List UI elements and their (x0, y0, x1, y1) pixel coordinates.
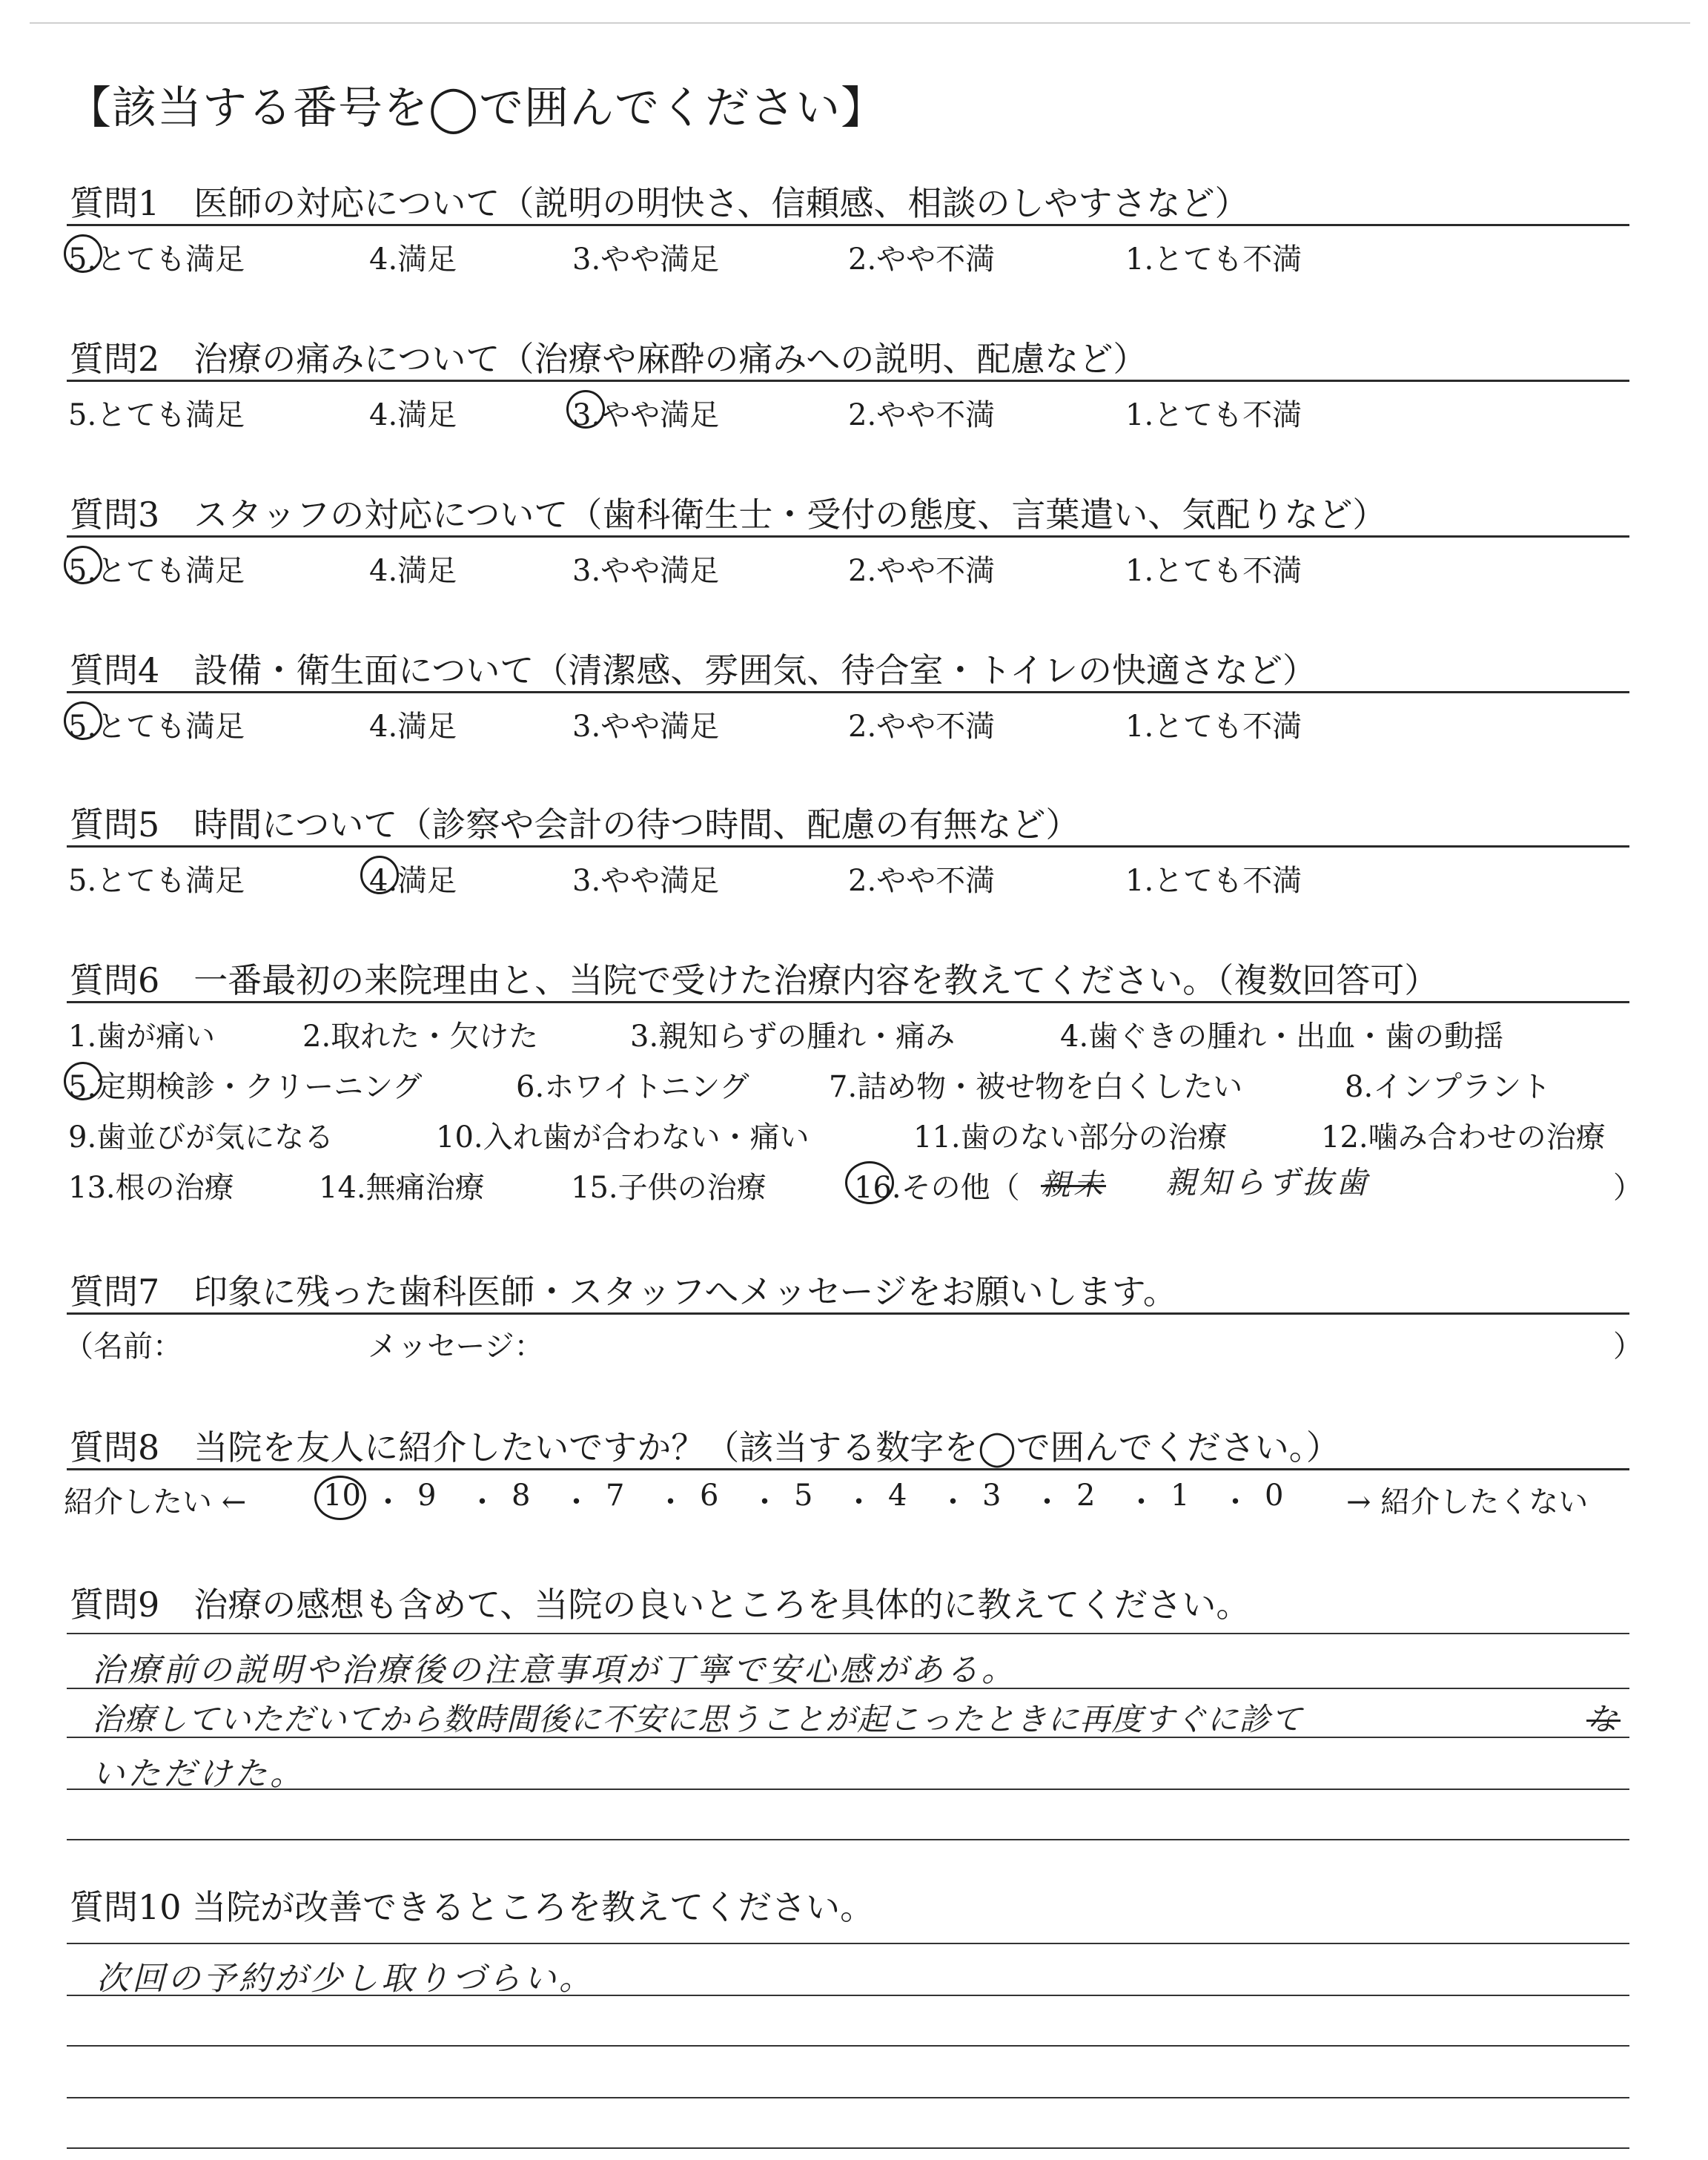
q9-label: 質問9 治療の感想も含めて、当院の良いところを具体的に教えてください。 (70, 1585, 1251, 1625)
q1-option-2[interactable]: 2.やや不満 (848, 242, 996, 277)
q5-option-1[interactable]: 1.とても不満 (1125, 864, 1302, 898)
q9-struck-char: な (1586, 1701, 1621, 1737)
q4-option-4[interactable]: 4.満足 (369, 710, 457, 744)
q2-option-1[interactable]: 1.とても不満 (1125, 398, 1302, 432)
q3-option-4[interactable]: 4.満足 (369, 554, 457, 588)
q6-option-15[interactable]: 15.子供の治療 (571, 1171, 767, 1205)
q8-scale-separator: ・ (844, 1485, 874, 1519)
q8-scale-value-9[interactable]: 9 (417, 1479, 437, 1513)
q1-rule (67, 224, 1629, 226)
q6-other-struck-text: 親未 (1041, 1168, 1106, 1202)
q9-writing-line-5 (67, 1839, 1629, 1840)
q4-selection-circle (64, 701, 102, 740)
q9-answer-line-2[interactable]: 治療していただいてから数時間後に不安に思うことが起こったときに再度すぐに診て (92, 1701, 1303, 1737)
q4-option-1[interactable]: 1.とても不満 (1125, 710, 1302, 744)
q5-option-2[interactable]: 2.やや不満 (848, 864, 996, 898)
q8-scale-value-8[interactable]: 8 (512, 1479, 531, 1513)
q8-scale-separator: ・ (467, 1485, 497, 1519)
q10-writing-line-1 (67, 1943, 1629, 1944)
q6-option-7[interactable]: 7.詰め物・被せ物を白くしたい (829, 1070, 1243, 1104)
q2-option-5[interactable]: 5.とても満足 (68, 398, 245, 432)
q8-scale-value-2[interactable]: 2 (1076, 1479, 1096, 1513)
q1-option-5[interactable]: 5.とても満足 (68, 242, 245, 277)
q3-rule (67, 535, 1629, 538)
q8-scale-separator: ・ (655, 1485, 686, 1519)
q3-label: 質問3 スタッフの対応について（歯科衛生士・受付の態度、言葉遣い、気配りなど） (70, 495, 1387, 535)
q8-scale-separator: ・ (561, 1485, 592, 1519)
q6-option-6[interactable]: 6.ホワイトニング (516, 1070, 749, 1104)
q6-other-close-paren: ） (1613, 1171, 1643, 1205)
q2-option-2[interactable]: 2.やや不満 (848, 398, 996, 432)
q4-label: 質問4 設備・衛生面について（清潔感、雰囲気、待合室・トイレの快適さなど） (70, 650, 1317, 690)
q8-scale-value-7[interactable]: 7 (606, 1479, 625, 1513)
q8-rule (67, 1468, 1629, 1470)
q2-option-3[interactable]: 3.やや満足 (572, 398, 720, 432)
q2-selection-circle (566, 390, 605, 429)
q9-answer-line-3[interactable]: いただけた。 (92, 1755, 305, 1793)
q6-option-9[interactable]: 9.歯並びが気になる (68, 1120, 334, 1155)
q4-option-3[interactable]: 3.やや満足 (572, 710, 720, 744)
q6-option-10[interactable]: 10.入れ歯が合わない・痛い (436, 1120, 810, 1155)
q3-option-1[interactable]: 1.とても不満 (1125, 554, 1302, 588)
q10-answer-line-1[interactable]: 次回の予約が少し取りづらい。 (96, 1960, 595, 1998)
q1-label: 質問1 医師の対応について（説明の明快さ、信頼感、相談のしやすさなど） (70, 183, 1249, 223)
q5-option-4[interactable]: 4.満足 (369, 864, 457, 898)
q6-option-2[interactable]: 2.取れた・欠けた (302, 1020, 539, 1054)
q8-scale-value-10[interactable]: 10 (323, 1479, 361, 1513)
q7-label: 質問7 印象に残った歯科医師・スタッフへメッセージをお願いします。 (70, 1272, 1177, 1312)
q7-message-label: メッセージ： (368, 1330, 544, 1364)
q8-scale-value-0[interactable]: 0 (1265, 1479, 1284, 1513)
q10-writing-line-3 (67, 2045, 1629, 2047)
q5-option-5[interactable]: 5.とても満足 (68, 864, 245, 898)
q8-scale-value-5[interactable]: 5 (794, 1479, 813, 1513)
q9-answer-line-1[interactable]: 治療前の説明や治療後の注意事項が丁寧で安心感がある。 (92, 1651, 1017, 1689)
q2-option-4[interactable]: 4.満足 (369, 398, 457, 432)
q1-option-1[interactable]: 1.とても不満 (1125, 242, 1302, 277)
q5-rule (67, 845, 1629, 848)
q8-scale-separator: ・ (1220, 1485, 1251, 1519)
q8-scale-separator: ・ (1032, 1485, 1062, 1519)
page-title: 【該当する番号を◯で囲んでください】 (67, 82, 887, 134)
q6-option-11[interactable]: 11.歯のない部分の治療 (913, 1120, 1228, 1155)
q2-label: 質問2 治療の痛みについて（治療や麻酔の痛みへの説明、配慮など） (70, 339, 1148, 379)
q5-label: 質問5 時間について（診察や会計の待つ時間、配慮の有無など） (70, 805, 1080, 845)
q8-selection-circle (314, 1476, 366, 1520)
q8-left-label: 紹介したい ← (64, 1485, 247, 1519)
q8-scale-value-1[interactable]: 1 (1171, 1479, 1190, 1513)
q9-writing-line-1 (67, 1633, 1629, 1634)
q1-selection-circle (64, 234, 102, 273)
q6-label: 質問6 一番最初の来院理由と、当院で受けた治療内容を教えてください。（複数回答可） (70, 960, 1439, 1000)
q8-scale-separator: ・ (749, 1485, 780, 1519)
q3-option-2[interactable]: 2.やや不満 (848, 554, 996, 588)
q6-option-4[interactable]: 4.歯ぐきの腫れ・出血・歯の動揺 (1060, 1020, 1504, 1054)
q4-rule (67, 691, 1629, 693)
q7-name-label: （名前： (64, 1330, 182, 1364)
q10-writing-line-5 (67, 2147, 1629, 2149)
q8-right-label: → 紹介したくない (1346, 1485, 1589, 1519)
q7-rule (67, 1312, 1629, 1315)
q1-option-4[interactable]: 4.満足 (369, 242, 457, 277)
q4-option-5[interactable]: 5.とても満足 (68, 710, 245, 744)
q8-scale-separator: ・ (373, 1485, 403, 1519)
scan-edge-line (30, 22, 1690, 24)
q1-option-3[interactable]: 3.やや満足 (572, 242, 720, 277)
q6-option-1[interactable]: 1.歯が痛い (68, 1020, 216, 1054)
q2-rule (67, 380, 1629, 382)
q5-selection-circle (360, 856, 399, 894)
q6-rule (67, 1001, 1629, 1003)
q8-scale-separator: ・ (938, 1485, 968, 1519)
q6-option-5[interactable]: 5.定期検診・クリーニング (68, 1070, 423, 1104)
q8-label: 質問8 当院を友人に紹介したいですか？（該当する数字を◯で囲んでください。） (70, 1427, 1340, 1467)
q8-scale-value-4[interactable]: 4 (888, 1479, 907, 1513)
q10-label: 質問10 当院が改善できるところを教えてください。 (70, 1887, 875, 1927)
q3-option-3[interactable]: 3.やや満足 (572, 554, 720, 588)
q3-option-5[interactable]: 5.とても満足 (68, 554, 245, 588)
q3-selection-circle (64, 546, 102, 584)
q6-option-16[interactable]: 16.その他（ (854, 1171, 1020, 1205)
q6-option-8[interactable]: 8.インプラント (1345, 1070, 1552, 1104)
q10-writing-line-4 (67, 2097, 1629, 2098)
q7-close-paren: ） (1613, 1330, 1643, 1364)
q5-option-3[interactable]: 3.やや満足 (572, 864, 720, 898)
q4-option-2[interactable]: 2.やや不満 (848, 710, 996, 744)
q6-option-14[interactable]: 14.無痛治療 (319, 1171, 485, 1205)
q8-scale-value-6[interactable]: 6 (700, 1479, 719, 1513)
q8-scale-separator: ・ (1126, 1485, 1156, 1519)
q6-option-12[interactable]: 12.噛み合わせの治療 (1321, 1120, 1606, 1155)
q6-other-handwritten[interactable]: 親知らず抜歯 (1165, 1164, 1371, 1200)
q8-scale-value-3[interactable]: 3 (982, 1479, 1002, 1513)
q6-option-13[interactable]: 13.根の治療 (68, 1171, 234, 1205)
q6-selection-circle-5 (64, 1062, 102, 1100)
q6-option-3[interactable]: 3.親知らずの腫れ・痛み (630, 1020, 956, 1054)
q6-selection-circle-16 (845, 1161, 894, 1204)
